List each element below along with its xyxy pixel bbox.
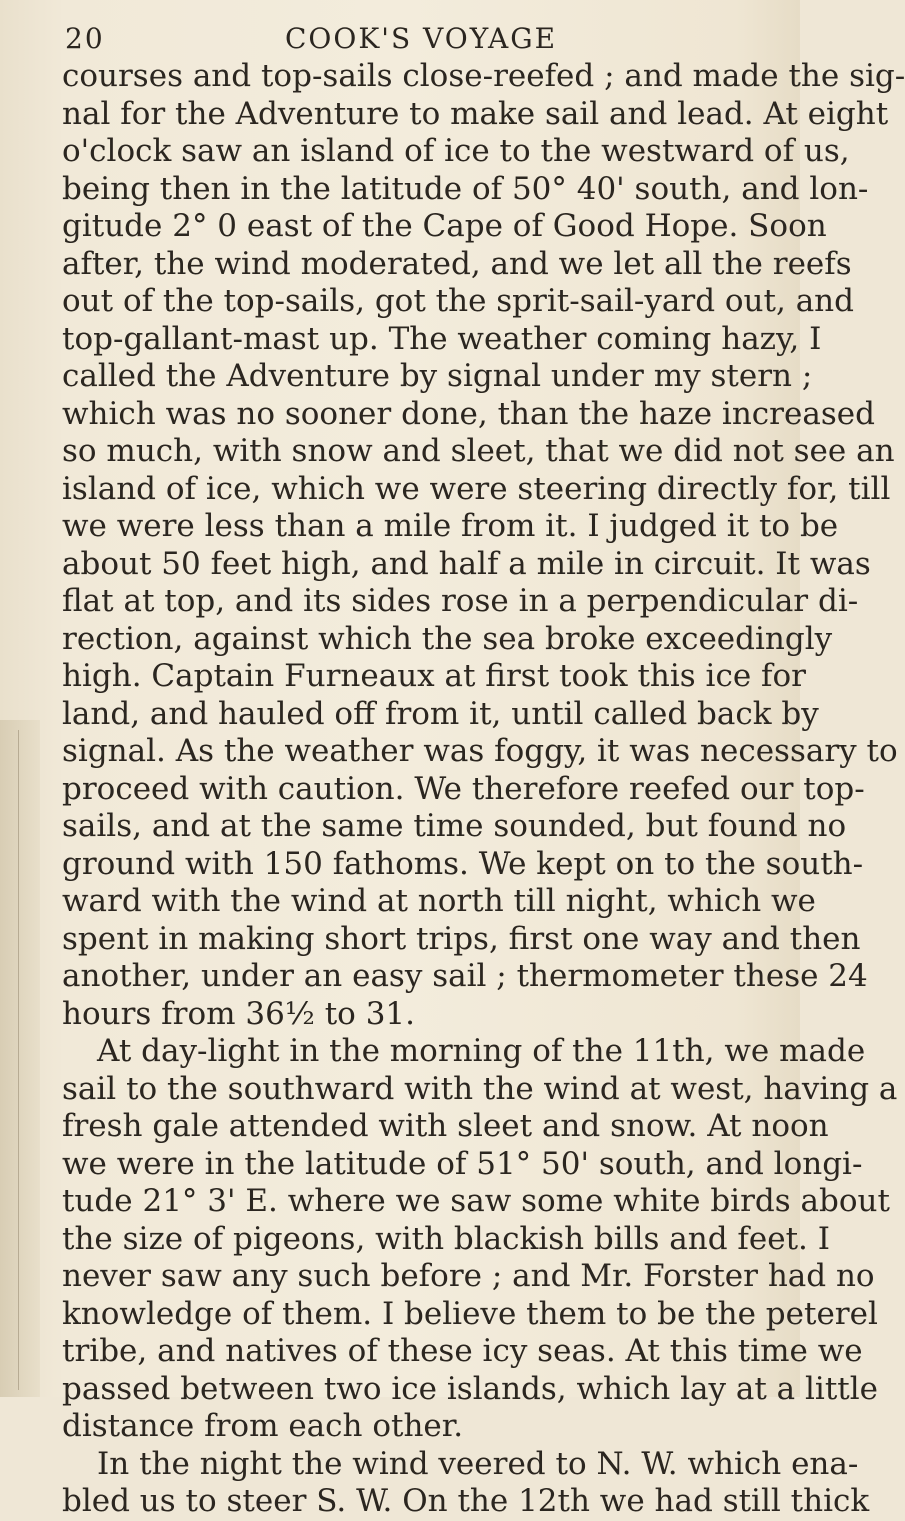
text-line: about 50 feet high, and half a mile in circuit. It was (62, 545, 871, 582)
text-line: never saw any such before ; and Mr. Forster had no (62, 1258, 875, 1294)
text-line: land, and hauled off from it, until called back by (62, 695, 819, 732)
text-line: spent in making short trips, first one way and then (62, 920, 861, 957)
page-gutter-shadow (0, 720, 40, 1397)
text-line: sails, and at the same time sounded, but found no (62, 808, 847, 844)
text-line: which was no sooner done, than the haze increased (62, 395, 875, 432)
text-line: flat at top, and its sides rose in a perpendicular di- (62, 583, 859, 619)
text-line: so much, with snow and sleet, that we did not see an (62, 433, 895, 469)
body-text (62, 58, 905, 1521)
text-line: high. Captain Furneaux at first took this ice for (62, 658, 806, 694)
text-line: after, the wind moderated, and we let all the reefs (62, 245, 852, 282)
text-line: tude 21° 3' E. where we saw some white birds about (62, 1183, 890, 1219)
page-number: 20 (65, 22, 105, 55)
text-line: courses and top-sails close-reefed ; and made the sig- (62, 58, 905, 94)
text-line: proceed with caution. We therefore reefed our top- (62, 770, 865, 807)
text-line: sail to the southward with the wind at west, having a (62, 1070, 898, 1107)
text-line: tribe, and natives of these icy seas. At this time we (62, 1333, 863, 1369)
text-line: the size of pigeons, with blackish bills and feet. I (62, 1220, 830, 1257)
text-line: ward with the wind at north till night, which we (62, 883, 816, 919)
text-line: gitude 2° 0 east of the Cape of Good Hope. Soon (62, 208, 827, 244)
text-line-paragraph-start: At day-light in the morning of the 11th, we made (97, 1033, 866, 1069)
text-line: ground with 150 fathoms. We kept on to the south- (62, 845, 864, 882)
page-header (65, 22, 785, 62)
text-line: rection, against which the sea broke exceedingly (62, 620, 833, 657)
text-line: we were in the latitude of 51° 50' south, and longi- (62, 1145, 863, 1182)
text-line-paragraph-end: hours from 36½ to 31. (62, 995, 416, 1032)
text-line: passed between two ice islands, which lay at a little (62, 1370, 879, 1407)
gutter-line (18, 730, 19, 1390)
text-line: fresh gale attended with sleet and snow. At noon (62, 1108, 829, 1144)
text-line: signal. As the weather was foggy, it was necessary to (62, 733, 898, 769)
text-line-paragraph-start: In the night the wind veered to N. W. which ena- (97, 1445, 859, 1482)
text-line: knowledge of them. I believe them to be the peterel (62, 1295, 878, 1332)
text-line: top-gallant-mast up. The weather coming hazy, I (62, 320, 822, 357)
text-line: island of ice, which we were steering directly for, till (62, 470, 891, 507)
text-line: bled us to steer S. W. On the 12th we had still thick (62, 1483, 870, 1519)
text-line: nal for the Adventure to make sail and lead. At eight (62, 95, 889, 132)
text-line: o'clock saw an island of ice to the westward of us, (62, 133, 850, 169)
text-line: another, under an easy sail ; thermometer these 24 (62, 958, 868, 994)
text-line: called the Adventure by signal under my stern ; (62, 358, 813, 394)
text-line: out of the top-sails, got the sprit-sail-yard out, and (62, 283, 854, 319)
text-line: being then in the latitude of 50° 40' south, and lon- (62, 170, 869, 207)
text-line-paragraph-end: distance from each other. (62, 1408, 464, 1444)
text-line: we were less than a mile from it. I judged it to be (62, 508, 839, 544)
running-head: COOK'S VOYAGE (285, 22, 558, 55)
